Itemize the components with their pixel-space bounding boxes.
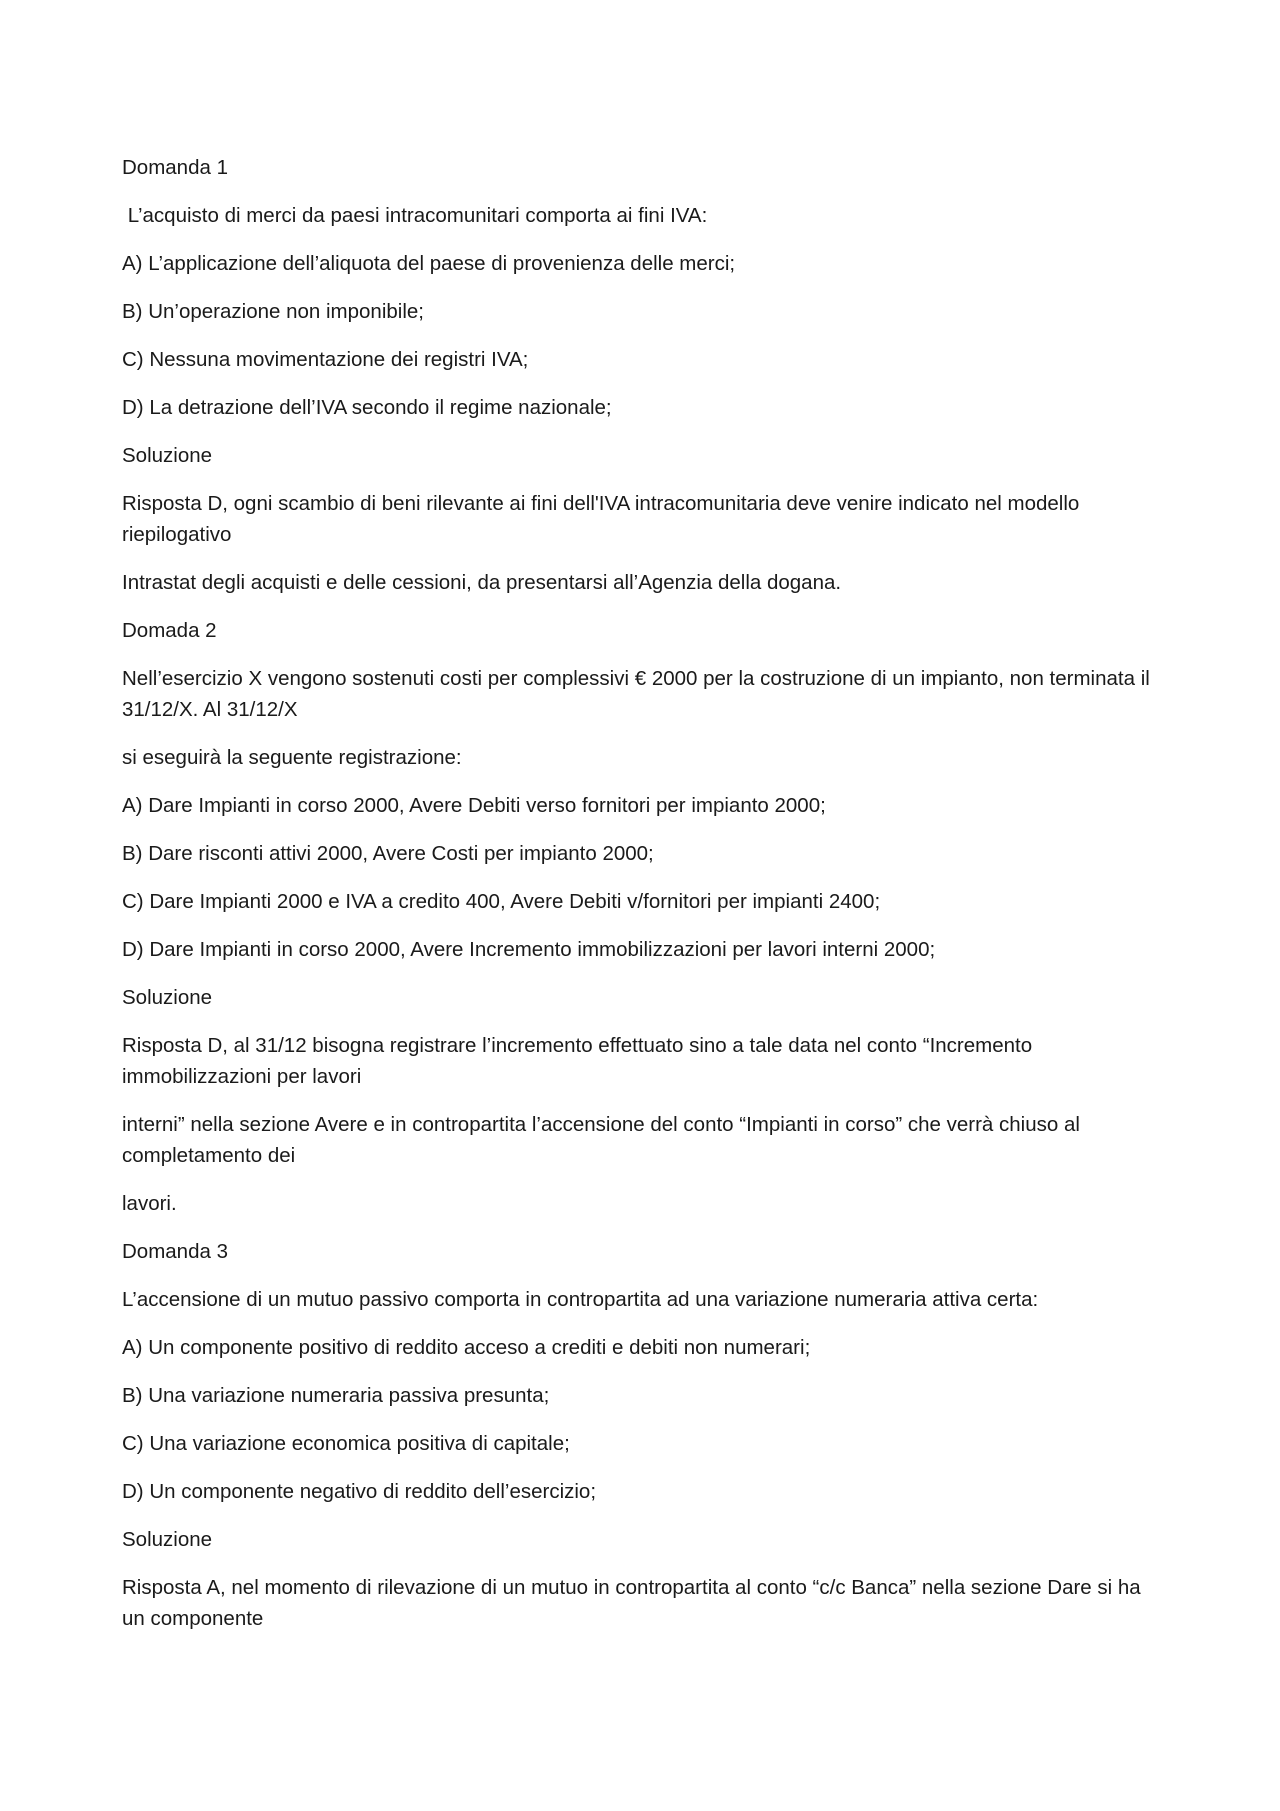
solution-text: Risposta D, al 31/12 bisogna registrare l’incremento effettuato sino a tale data nel conto “Incremento immobilizzazioni per lavori [122, 1034, 1038, 1088]
solution-heading: Soluzione [122, 986, 213, 1009]
question-text: L’accensione di un mutuo passivo comporta in contropartita ad una variazione numeraria attiva certa: [122, 1288, 1039, 1311]
document-body [122, 152, 1167, 1651]
solution-text: Intrastat degli acquisti e delle cessioni, da presentarsi all’Agenzia della dogana. [122, 571, 842, 594]
answer-option: A) Un componente positivo di reddito acceso a crediti e debiti non numerari; [122, 1336, 811, 1359]
answer-option: C) Nessuna movimentazione dei registri IVA; [122, 348, 529, 371]
solution-text: lavori. [122, 1192, 177, 1215]
question-heading: Domanda 3 [122, 1240, 228, 1263]
answer-option: A) L’applicazione dell’aliquota del paese di provenienza delle merci; [122, 252, 736, 275]
solution-text: Risposta A, nel momento di rilevazione di un mutuo in contropartita al conto “c/c Banca” nella sezione Dare si ha un componente [122, 1576, 1147, 1630]
answer-option: B) Un’operazione non imponibile; [122, 300, 424, 323]
answer-option: A) Dare Impianti in corso 2000, Avere Debiti verso fornitori per impianto 2000; [122, 794, 826, 817]
question-text: L’acquisto di merci da paesi intracomunitari comporta ai fini IVA: [122, 204, 708, 227]
solution-heading: Soluzione [122, 444, 213, 467]
question-text: si eseguirà la seguente registrazione: [122, 746, 462, 769]
answer-option: D) La detrazione dell’IVA secondo il regime nazionale; [122, 396, 612, 419]
answer-option: C) Una variazione economica positiva di capitale; [122, 1432, 570, 1455]
question-text: Nell’esercizio X vengono sostenuti costi per complessivi € 2000 per la costruzione di un impianto, non terminata il 31/12/X. Al 31/12/X [122, 667, 1156, 721]
answer-option: B) Dare risconti attivi 2000, Avere Costi per impianto 2000; [122, 842, 654, 865]
question-heading: Domanda 1 [122, 156, 228, 179]
solution-text: Risposta D, ogni scambio di beni rilevante ai fini dell'IVA intracomunitaria deve venire indicato nel modello riepilogativo [122, 492, 1085, 546]
answer-option: C) Dare Impianti 2000 e IVA a credito 400, Avere Debiti v/fornitori per impianti 2400; [122, 890, 881, 913]
solution-heading: Soluzione [122, 1528, 213, 1551]
answer-option: B) Una variazione numeraria passiva presunta; [122, 1384, 550, 1407]
question-heading: Domada 2 [122, 619, 217, 642]
answer-option: D) Un componente negativo di reddito dell’esercizio; [122, 1480, 597, 1503]
solution-text: interni” nella sezione Avere e in contropartita l’accensione del conto “Impianti in corso” che verrà chiuso al completamento dei [122, 1113, 1086, 1167]
answer-option: D) Dare Impianti in corso 2000, Avere Incremento immobilizzazioni per lavori interni 2000; [122, 938, 936, 961]
